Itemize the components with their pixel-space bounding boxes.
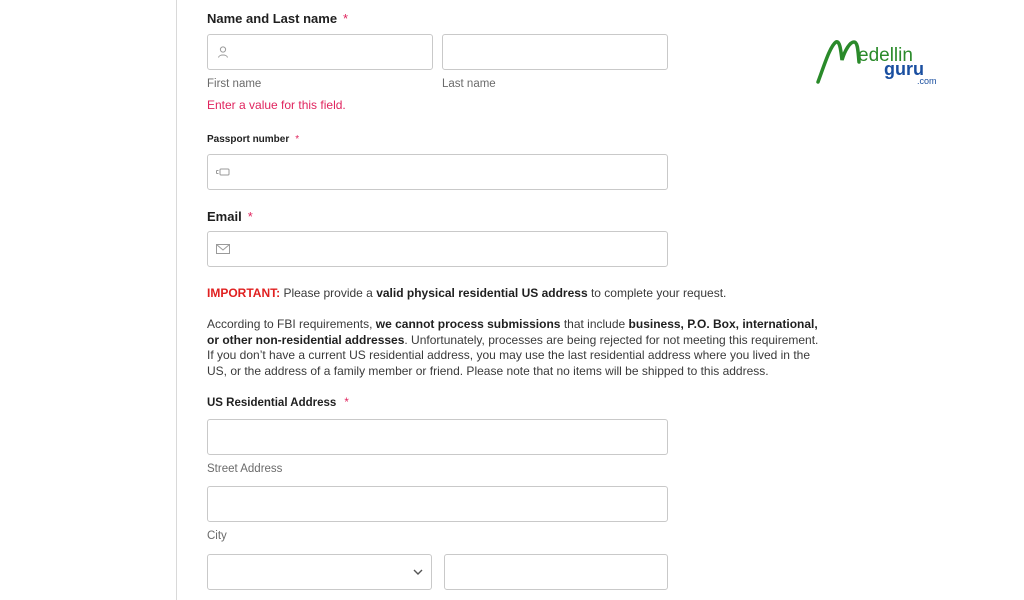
last-name-input[interactable] — [442, 34, 668, 70]
logo-word-guru: guru — [884, 59, 924, 79]
last-name-sublabel: Last name — [442, 78, 496, 90]
person-icon — [215, 44, 231, 60]
logo-word-com: .com — [917, 76, 937, 86]
passport-label: Passport number * — [207, 134, 300, 145]
chevron-down-icon — [412, 566, 424, 578]
important-notice: IMPORTANT: Please provide a valid physical residential US address to complete your request. — [207, 286, 727, 300]
envelope-icon — [215, 241, 231, 257]
state-select[interactable] — [207, 554, 432, 590]
email-label: Email * — [207, 209, 253, 224]
fbi-requirements-notice: According to FBI requirements, we cannot process submissions that include business, P.O. Box, international, or other non-residential addresses. Unfortunately, processes are being rejected for not meeting this requirement. If you don’t have a current US residential address, you may use the last residential address where you lived in the US, or the address of a family member or friend. Please note that no items will be shipped to this address. — [207, 317, 819, 378]
id-card-icon — [215, 164, 231, 180]
zip-input[interactable] — [444, 554, 668, 590]
name-error-message: Enter a value for this field. — [207, 98, 346, 112]
city-input[interactable] — [207, 486, 668, 522]
street-address-sublabel: Street Address — [207, 463, 283, 475]
name-label: Name and Last name * — [207, 11, 349, 26]
first-name-sublabel: First name — [207, 78, 262, 90]
left-divider — [176, 0, 177, 600]
passport-input[interactable] — [207, 154, 668, 190]
city-sublabel: City — [207, 530, 227, 542]
logo-word-medellin: edellin — [858, 45, 913, 66]
medellin-guru-logo — [814, 36, 954, 88]
address-label: US Residential Address * — [207, 397, 349, 409]
street-address-input[interactable] — [207, 419, 668, 455]
medellin-guru-logo-graphic — [814, 36, 954, 88]
first-name-input[interactable] — [207, 34, 433, 70]
email-input[interactable] — [207, 231, 668, 267]
